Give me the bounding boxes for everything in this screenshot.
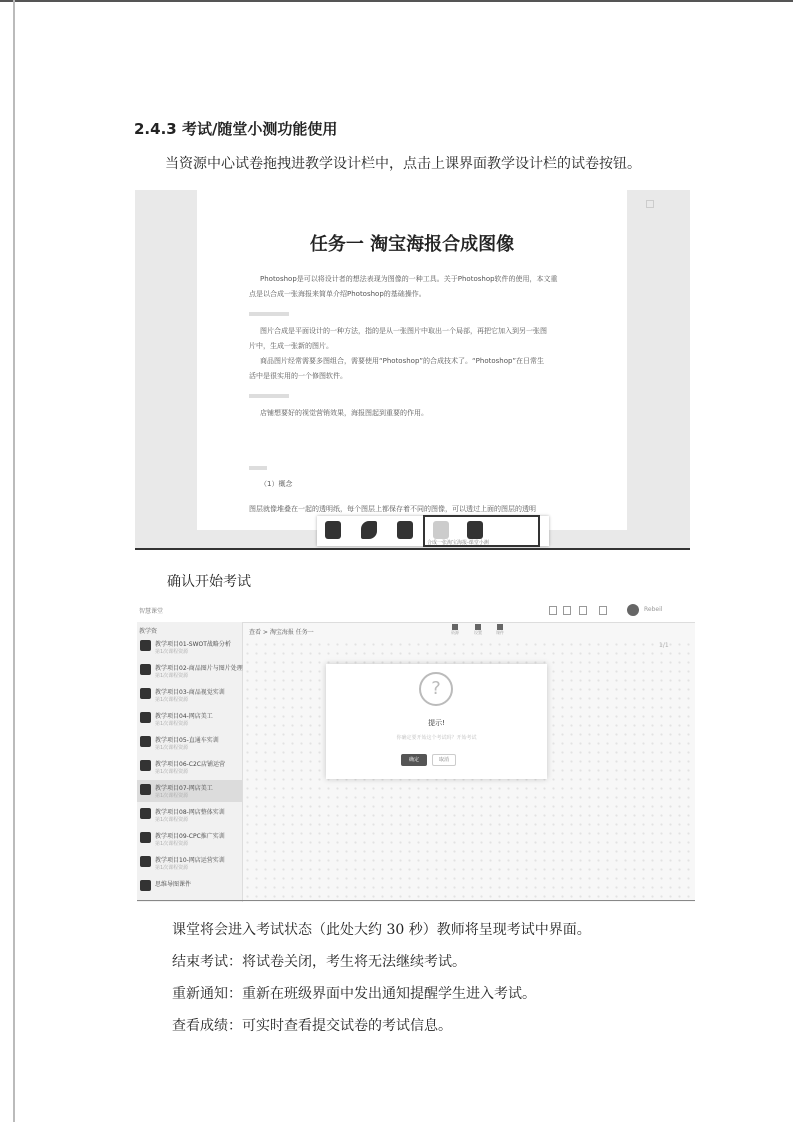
list-item-sub: 第1次课程资源 [155, 697, 189, 703]
expand-icon[interactable] [646, 200, 654, 208]
screenshot1-bottom-rule [135, 548, 690, 550]
message-icon[interactable] [563, 606, 571, 615]
doc-subheading-faint [249, 312, 289, 316]
resource-tool[interactable] [449, 624, 461, 638]
list-item-title: 教学项目01-SWOT战略分析 [155, 641, 231, 648]
course-icon [140, 688, 151, 699]
book-icon[interactable] [397, 521, 413, 539]
list-item[interactable] [137, 804, 242, 826]
app-name: 智慧课堂 [139, 608, 164, 615]
app-topbar [137, 600, 695, 623]
renotify-paragraph: 重新通知：重新在班级界面中发出通知提醒学生进入考试。 [172, 986, 536, 1002]
page-count: 1/1 [659, 642, 669, 649]
list-item-sub: 第1次课程资源 [155, 721, 189, 727]
question-icon: ? [419, 672, 453, 706]
course-icon [140, 664, 151, 675]
section-heading [134, 118, 337, 139]
leaf-icon[interactable] [361, 521, 377, 539]
list-item[interactable] [137, 636, 242, 658]
list-item-title: 教学项目08-网店整体实训 [155, 809, 225, 816]
list-item[interactable] [137, 660, 242, 682]
list-item-title: 教学项目03-商品视觉实训 [155, 689, 225, 696]
doc-line: 图层就像堆叠在一起的透明纸，每个图层上都保存着不同的图像，可以透过上面的图层的透明 [249, 505, 536, 513]
course-icon [140, 880, 151, 891]
list-item-title: 思维导图课件 [155, 881, 192, 888]
list-item-sub: 第1次课程资源 [155, 865, 189, 871]
list-item-active[interactable] [137, 780, 242, 802]
course-icon [140, 712, 151, 723]
list-item-title: 教学项目07-网店美工 [155, 785, 213, 792]
enter-exam-paragraph: 课堂将会进入考试状态（此处大约 30 秒）教师将呈现考试中界面。 [172, 922, 591, 938]
tool-label: 设置 [474, 630, 482, 635]
scan-edge-rule [13, 0, 15, 1122]
intro-paragraph: 当资源中心试卷拖拽进教学设计栏中，点击上课界面教学设计栏的试卷按钮。 [165, 156, 641, 172]
check-scores-paragraph: 查看成绩：可实时查看提交试卷的考试信息。 [172, 1018, 452, 1034]
list-item-title: 教学项目04-网店美工 [155, 713, 213, 720]
doc-subheading-faint [249, 466, 267, 470]
screenshot-lesson-document [135, 190, 690, 550]
dialog-title: 提示! [428, 719, 445, 727]
course-icon [140, 736, 151, 747]
sidebar-header: 教学资 [139, 628, 158, 635]
list-item-sub: 第1次课程资源 [155, 673, 189, 679]
list-item-title: 教学项目02-商品图片与图片处理 [155, 665, 243, 672]
list-item-sub: 第1次课程资源 [155, 841, 189, 847]
list-item[interactable] [137, 684, 242, 706]
breadcrumb[interactable]: 查看 > 淘宝海报 任务一 [249, 629, 314, 636]
list-item-title: 教学项目10-网店运营实训 [155, 857, 225, 864]
doc-subheading-faint [249, 394, 289, 398]
doc-line: （1）概念 [260, 480, 293, 488]
list-item-sub: 第1次课程资源 [155, 793, 189, 799]
screenshot-exam-confirm [137, 600, 695, 902]
screenshot2-bottom-rule [137, 900, 695, 901]
doc-line: 商品图片经常需要多图组合，需要使用“Photoshop”的合成技术了。“Photoshop”在日常生 [260, 357, 545, 365]
confirm-paragraph: 确认开始考试 [167, 574, 251, 590]
avatar[interactable] [627, 604, 639, 616]
confirm-button[interactable]: 确定 [401, 754, 427, 766]
exam-confirm-dialog [326, 664, 547, 779]
doc-line: Photoshop是可以将设计者的想法表现为图像的一种工具。关于Photoshop软件的使用，本文重 [260, 275, 558, 283]
resource-sidebar [137, 622, 243, 902]
course-icon [140, 760, 151, 771]
list-item[interactable] [137, 708, 242, 730]
list-item[interactable] [137, 828, 242, 850]
list-item-title: 教学项目05-直通车实训 [155, 737, 219, 744]
list-item-sub: 第1次课程资源 [155, 745, 189, 751]
document-page [197, 190, 627, 530]
list-item[interactable] [137, 852, 242, 874]
user-name[interactable]: Rebeil [644, 606, 663, 613]
tool-label: 课件 [496, 630, 504, 635]
list-item-sub: 第1次课程资源 [155, 817, 189, 823]
list-item-title: 教学项目09-CPC推广实训 [155, 833, 225, 840]
list-item-title: 教学项目06-C2C店铺运营 [155, 761, 225, 768]
list-item[interactable] [137, 756, 242, 778]
settings-tool[interactable] [472, 624, 484, 638]
document-title: 任务一 淘宝海报合成图像 [309, 234, 515, 255]
bell-icon[interactable] [599, 606, 607, 615]
page-top-rule [0, 0, 793, 2]
course-icon [140, 856, 151, 867]
tool-label: 资源 [451, 630, 459, 635]
phone-icon[interactable] [549, 606, 557, 615]
courseware-tool[interactable] [494, 624, 506, 638]
list-item-sub: 第1次课程资源 [155, 649, 189, 655]
doc-line: 点是以合成一张海报来简单介绍Photoshop的基础操作。 [249, 290, 426, 298]
cancel-button[interactable]: 取消 [432, 754, 456, 766]
doc-line: 店铺想要好的视觉营销效果，海报图起到重要的作用。 [260, 409, 428, 417]
end-exam-paragraph: 结束考试：将试卷关闭，考生将无法继续考试。 [172, 954, 466, 970]
section-number: 2.4.3 [134, 120, 177, 138]
list-item[interactable] [137, 732, 242, 754]
course-icon [140, 640, 151, 651]
exam-tooltip: 合成一张淘宝海报-课堂小测 [427, 540, 489, 546]
dialog-message: 你确定要开始这个考试吗？开始考试 [396, 735, 477, 741]
list-item-sub: 第1次课程资源 [155, 769, 189, 775]
list-item[interactable] [137, 876, 242, 898]
doc-line: 活中是很实用的一个修图软件。 [249, 372, 347, 380]
slides-icon[interactable] [325, 521, 341, 539]
section-title: 考试/随堂小测功能使用 [181, 120, 338, 138]
doc-line: 图片合成是平面设计的一种方法，指的是从一张图片中取出一个局部，再把它加入到另一张图 [260, 327, 547, 335]
course-icon [140, 832, 151, 843]
file-icon[interactable] [579, 606, 587, 615]
course-icon [140, 808, 151, 819]
doc-line: 片中，生成一张新的图片。 [249, 342, 333, 350]
course-icon [140, 784, 151, 795]
